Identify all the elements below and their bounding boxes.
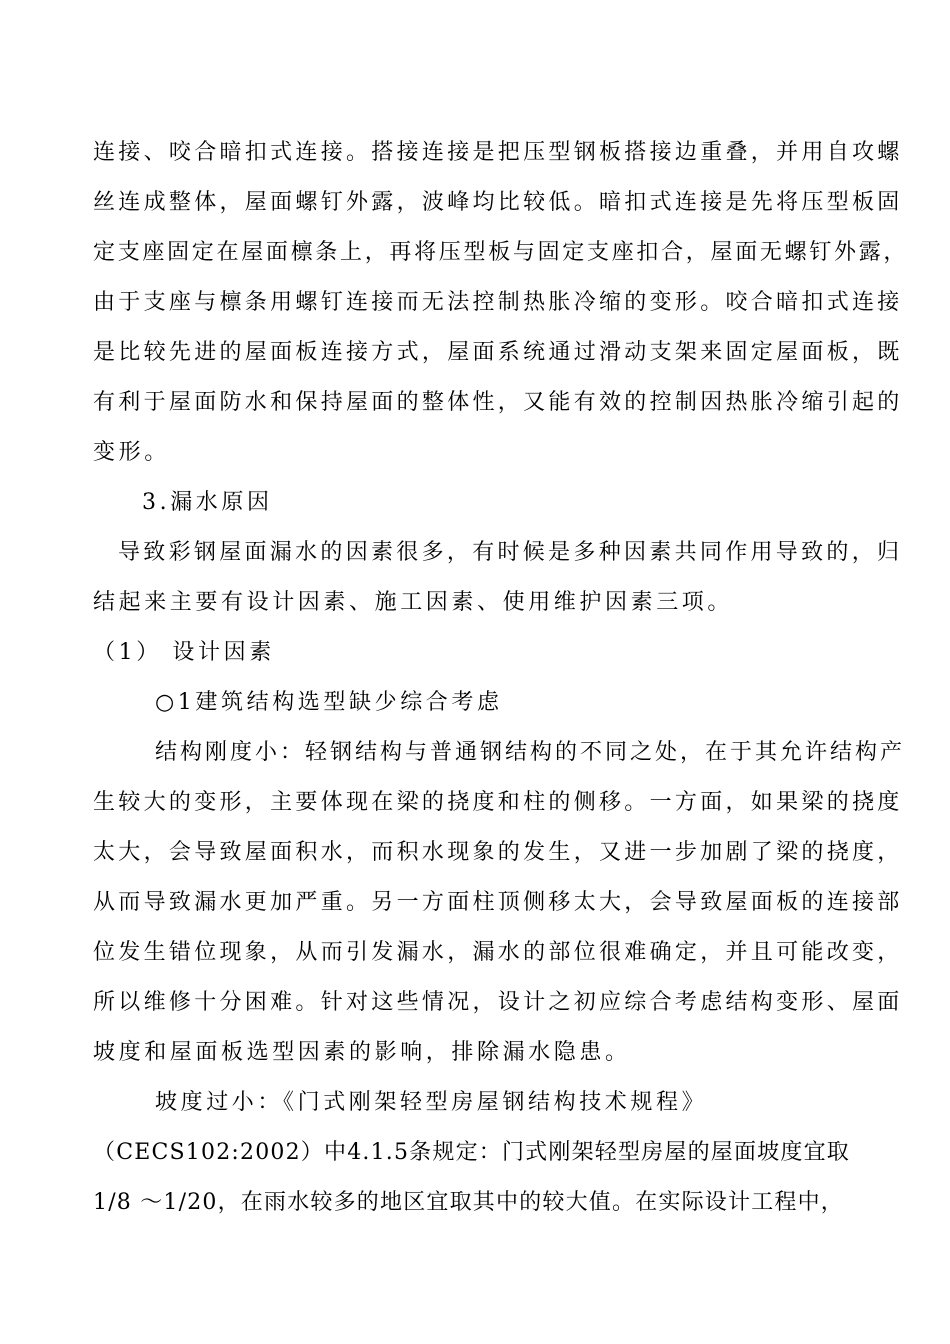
paragraph-line: 生较大的变形，主要体现在梁的挠度和柱的侧移。一方面，如果梁的挠度 — [93, 790, 903, 815]
paragraph-line: 太大，会导致屋面积水，而积水现象的发生，又进一步加剧了梁的挠度， — [93, 840, 903, 865]
paragraph-line: （CECS102:2002）中4.1.5条规定：门式刚架轻型房屋的屋面坡度宜取 — [93, 1140, 850, 1165]
paragraph-line: 坡度过小：《门式刚架轻型房屋钢结构技术规程》 — [155, 1090, 708, 1115]
paragraph-line: 结起来主要有设计因素、施工因素、使用维护因素三项。 — [93, 590, 734, 615]
paragraph-line: 丝连成整体，屋面螺钉外露，波峰均比较低。暗扣式连接是先将压型板固 — [93, 190, 903, 215]
item-title: ○1建筑结构选型缺少综合考虑 — [155, 690, 503, 715]
paragraph-line: 有利于屋面防水和保持屋面的整体性，又能有效的控制因热胀冷缩引起的 — [93, 390, 903, 415]
paragraph-line: 导致彩钢屋面漏水的因素很多，有时候是多种因素共同作用导致的，归 — [118, 540, 903, 565]
paragraph-line: 是比较先进的屋面板连接方式，屋面系统通过滑动支架来固定屋面板，既 — [93, 340, 903, 365]
subsection-heading: （1） 设计因素 — [93, 640, 275, 665]
paragraph-line: 定支座固定在屋面檩条上，再将压型板与固定支座扣合，屋面无螺钉外露， — [93, 240, 909, 265]
paragraph-line: 1/8 ～1/20，在雨水较多的地区宜取其中的较大值。在实际设计工程中， — [93, 1190, 845, 1215]
paragraph-line: 结构刚度小：轻钢结构与普通钢结构的不同之处，在于其允许结构产 — [155, 740, 906, 765]
paragraph-line: 从而导致漏水更加严重。另一方面柱顶侧移太大，会导致屋面板的连接部 — [93, 890, 903, 915]
paragraph-line: 变形。 — [93, 440, 170, 465]
paragraph-line: 位发生错位现象，从而引发漏水，漏水的部位很难确定，并且可能改变， — [93, 940, 903, 965]
section-heading: 3.漏水原因 — [142, 490, 273, 515]
paragraph-line: 坡度和屋面板选型因素的影响，排除漏水隐患。 — [93, 1040, 631, 1065]
paragraph-line: 所以维修十分困难。针对这些情况，设计之初应综合考虑结构变形、屋面 — [93, 990, 903, 1015]
paragraph-line: 连接、咬合暗扣式连接。搭接连接是把压型钢板搭接边重叠，并用自攻螺 — [93, 140, 903, 165]
paragraph-line: 由于支座与檩条用螺钉连接而无法控制热胀冷缩的变形。咬合暗扣式连接 — [93, 290, 903, 315]
